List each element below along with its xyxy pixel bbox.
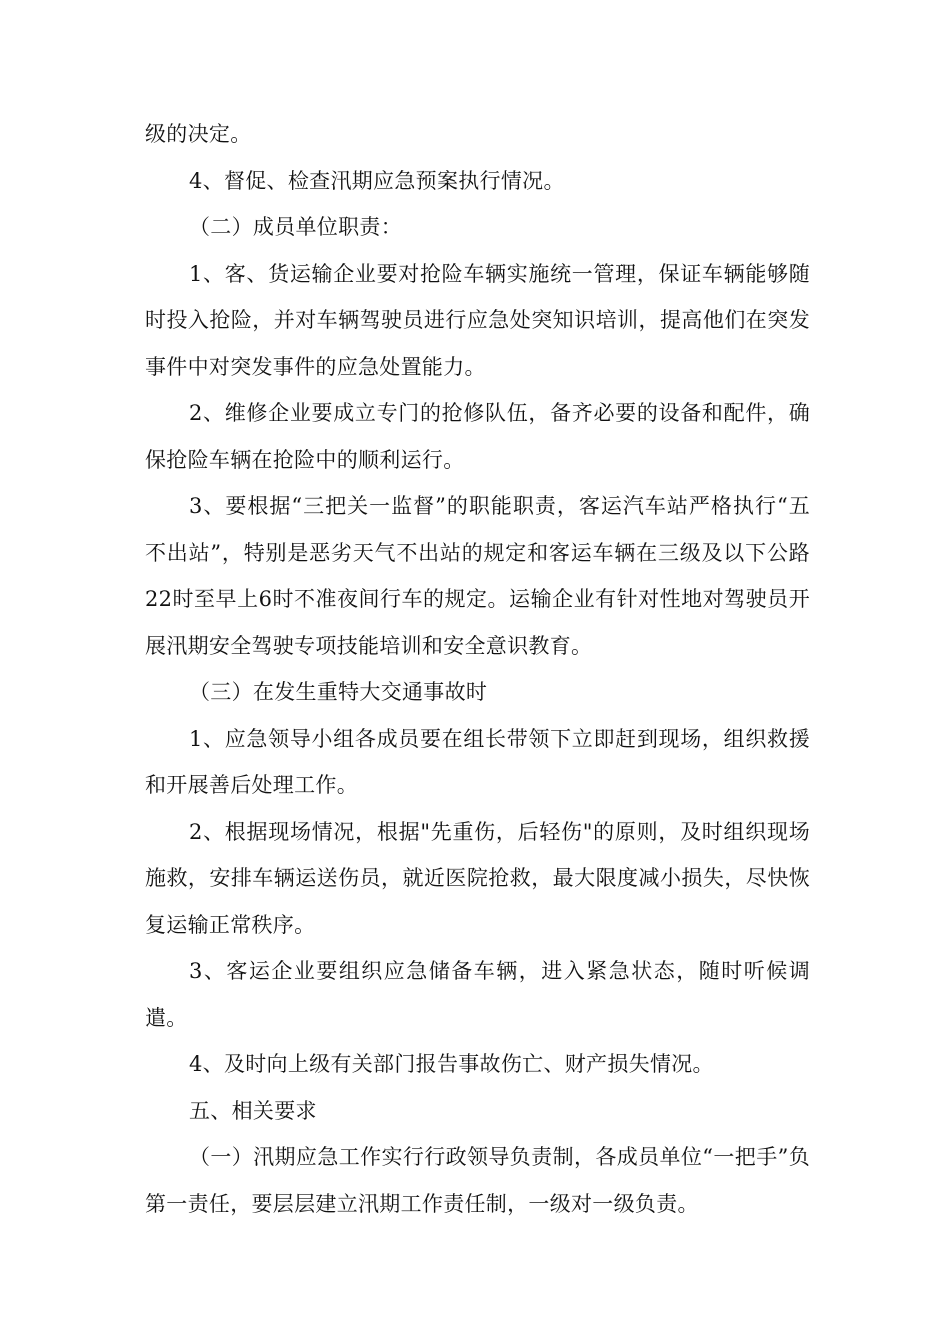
paragraph-accident-item-1: 1、应急领导小组各成员要在组长带领下立即赶到现场，组织救援和开展善后处理工作。 <box>145 726 810 797</box>
section-heading-member-duties: （二）成员单位职责： <box>189 215 402 239</box>
paragraph-accident-item-3: 3、客运企业要组织应急储备车辆，进入紧急状态，随时听候调遣。 <box>145 959 810 1030</box>
paragraph-item-2-repair: 2、维修企业要成立专门的抢修队伍，备齐必要的设备和配件，确保抢险车辆在抢险中的顺利运行。 <box>145 401 810 472</box>
paragraph-item-3-station: 3、要根据“三把关一监督”的职能职责，客运汽车站严格执行“五不出站”，特别是恶劣天气不出站的规定和客运车辆在三级及以下公路22时至早上6时不准夜间行车的规定。运输企业有针对性地对驾驶员开展汛期安全驾驶专项技能培训和安全意识教育。 <box>145 494 810 658</box>
paragraph-requirement-1: （一）汛期应急工作实行行政领导负责制，各成员单位“一把手”负第一责任，要层层建立汛期工作责任制，一级对一级负责。 <box>145 1145 810 1216</box>
paragraph-continuation: 级的决定。 <box>145 122 252 146</box>
section-heading-major-accident: （三）在发生重特大交通事故时 <box>189 680 488 704</box>
paragraph-item-1-transport: 1、客、货运输企业要对抢险车辆实施统一管理，保证车辆能够随时投入抢险，并对车辆驾驶员进行应急处突知识培训，提高他们在突发事件中对突发事件的应急处置能力。 <box>145 261 810 379</box>
paragraph-accident-item-4: 4、及时向上级有关部门报告事故伤亡、财产损失情况。 <box>189 1052 714 1076</box>
paragraph-item-4-supervise: 4、督促、检查汛期应急预案执行情况。 <box>189 168 565 193</box>
document-body <box>145 111 810 1227</box>
section-heading-requirements: 五、相关要求 <box>189 1098 317 1123</box>
paragraph-accident-item-2: 2、根据现场情况，根据"先重伤，后轻伤"的原则，及时组织现场施救，安排车辆运送伤员，就近医院抢救，最大限度减小损失，尽快恢复运输正常秩序。 <box>145 819 810 937</box>
